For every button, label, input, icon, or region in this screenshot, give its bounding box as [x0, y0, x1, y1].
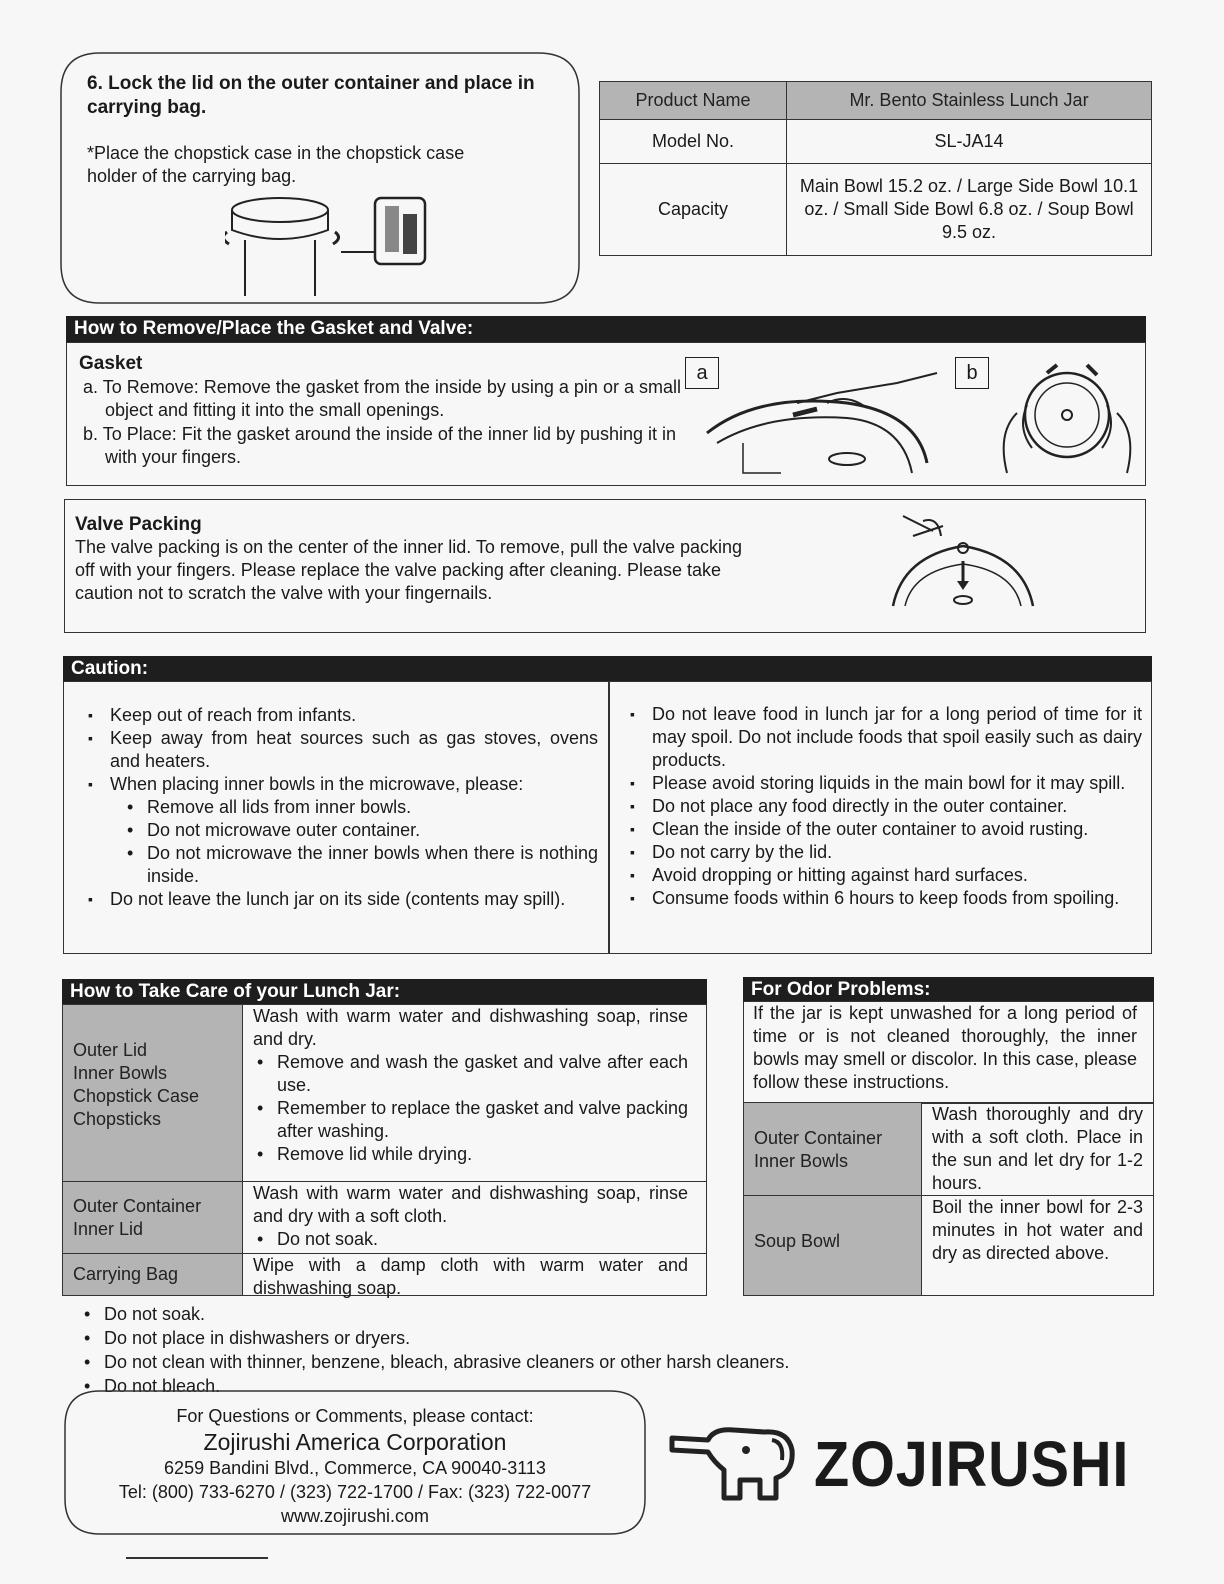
valve-text: The valve packing is on the center of the inner lid. To remove, pull the valve packing off with your fingers. Please replace the valve packing after cleaning. Please take caution not to scratch the valve with your fingernails.	[75, 537, 743, 603]
valve-illustration	[883, 506, 1043, 618]
caution-item: ▪ Do not place any food directly in the outer container.	[620, 795, 1142, 818]
gasket-label-b: b	[955, 357, 989, 389]
care-row2-text: Wash with warm water and dishwashing soap, rinse and dry with a soft cloth.	[253, 1183, 688, 1226]
caution-item: ▪ Please avoid storing liquids in the main bowl for it may spill.	[620, 772, 1142, 795]
odor-row1-label	[744, 1103, 922, 1196]
care-row1-label	[63, 1005, 243, 1182]
care-row2-content	[243, 1182, 706, 1254]
care-row3-text: Wipe with a damp cloth with warm water and dishwashing soap.	[253, 1255, 688, 1298]
odor-row2-text: Boil the inner bowl for 2-3 minutes in hot water and dry as directed above.	[932, 1197, 1143, 1263]
contact-phone: Tel: (800) 733-6270 / (323) 722-1700 / Fax: (323) 722-0077	[118, 1482, 592, 1502]
caution-item: ▪ Keep away from heat sources such as gas stoves, ovens and heaters.	[78, 727, 598, 773]
care-row1-content	[243, 1005, 706, 1182]
care-table	[62, 1004, 707, 1296]
caution-microwave-list	[78, 796, 598, 888]
gasket-place-illustration	[987, 353, 1137, 485]
gasket-place: b. To Place: Fit the gasket around the inside of the inner lid by pushing it in with your fingers.	[83, 424, 677, 467]
gasket-remove: a. To Remove: Remove the gasket from the inside by using a pin or a small object and fitting it into the small openings.	[83, 377, 681, 420]
gasket-title: Gasket	[79, 353, 143, 374]
caution-item: ▪ Do not carry by the lid.	[620, 841, 1142, 864]
contact-web[interactable]: www.zojirushi.com	[280, 1506, 430, 1526]
odor-intro: If the jar is kept unwashed for a long period of time or is not cleaned thoroughly, the inner bowls may smell or discolor. In this case, please follow these instructions.	[753, 1003, 1137, 1092]
care-item: Chopsticks	[73, 1109, 162, 1129]
contact-intro: For Questions or Comments, please contact:	[176, 1406, 534, 1426]
step6-note: *Place the chopstick case in the chopstick case holder of the carrying bag.	[87, 143, 465, 186]
elephant-icon	[668, 1418, 808, 1510]
care-item: Outer Container	[73, 1196, 202, 1216]
gasket-label-a: a	[685, 357, 719, 389]
spec-label: Capacity	[600, 164, 787, 256]
care-after-item: • Do not soak.	[80, 1302, 980, 1326]
caution-item: ▪ Do not leave the lunch jar on its side (contents may spill).	[78, 888, 598, 911]
care-bullet: • Remove lid while drying.	[253, 1143, 688, 1166]
caution-subitem: • Do not microwave the inner bowls when there is nothing inside.	[123, 842, 598, 888]
caution-header: Caution:	[63, 656, 1152, 681]
odor-box	[743, 1001, 1154, 1296]
care-bullet: • Remember to replace the gasket and valve packing after washing.	[253, 1097, 688, 1143]
care-row3-content	[243, 1254, 706, 1298]
spec-row-capacity	[600, 164, 1152, 256]
care-row1-text: Wash with warm water and dishwashing soap, rinse and dry.	[253, 1006, 688, 1049]
valve-box	[64, 499, 1146, 633]
gasket-remove-illustration	[697, 363, 947, 487]
footer-rule	[126, 1557, 268, 1559]
caution-item: ▪ Consume foods within 6 hours to keep foods from spoiling.	[620, 887, 1142, 910]
caution-left-list	[78, 704, 598, 796]
care-bullet: • Remove and wash the gasket and valve after each use.	[253, 1051, 688, 1097]
spec-value: SL-JA14	[787, 120, 1152, 164]
spec-table	[599, 81, 1152, 256]
care-row2-bullets	[253, 1228, 688, 1251]
contact-company: Zojirushi America Corporation	[203, 1429, 507, 1455]
care-item: Chopstick Case	[73, 1086, 200, 1106]
care-after-item: • Do not clean with thinner, benzene, bleach, abrasive cleaners or other harsh cleaners.	[80, 1350, 980, 1374]
caution-right-list	[620, 703, 1142, 910]
odor-item: Soup Bowl	[754, 1231, 841, 1251]
caution-item: ▪ Clean the inside of the outer container to avoid rusting.	[620, 818, 1142, 841]
spec-row-model	[600, 120, 1152, 164]
odor-item: Outer Container	[754, 1128, 883, 1148]
care-item: Carrying Bag	[73, 1264, 179, 1284]
spec-label: Product Name	[600, 82, 787, 120]
step6-title: 6. Lock the lid on the outer container and place in carrying bag.	[87, 73, 535, 118]
care-row1-bullets	[253, 1051, 688, 1166]
contact-box	[64, 1390, 646, 1535]
care-bullet: • Do not soak.	[253, 1228, 688, 1251]
care-after-list	[80, 1302, 980, 1398]
caution-left-list-last	[78, 888, 598, 911]
contact-address: 6259 Bandini Blvd., Commerce, CA 90040-3113	[164, 1458, 546, 1478]
spec-label: Model No.	[600, 120, 787, 164]
care-row2-label	[63, 1182, 243, 1254]
caution-divider	[608, 682, 610, 953]
care-item: Inner Lid	[73, 1219, 144, 1239]
caution-left-column	[78, 704, 598, 911]
valve-title: Valve Packing	[75, 514, 202, 535]
step6-box	[60, 52, 580, 304]
logo-text: ZOJIRUSHI	[814, 1428, 1130, 1500]
gasket-box	[66, 342, 1146, 486]
caution-item: ▪ Avoid dropping or hitting against hard surfaces.	[620, 864, 1142, 887]
spec-value: Main Bowl 15.2 oz. / Large Side Bowl 10.1 oz. / Small Side Bowl 6.8 oz. / Soup Bowl 9.5 oz.	[787, 164, 1152, 256]
spec-value: Mr. Bento Stainless Lunch Jar	[787, 82, 1152, 120]
care-after-item: • Do not place in dishwashers or dryers.	[80, 1326, 980, 1350]
zojirushi-logo	[668, 1418, 1148, 1510]
care-after-item: • Do not bleach.	[80, 1374, 980, 1398]
caution-item: ▪ Keep out of reach from infants.	[78, 704, 598, 727]
care-item: Inner Bowls	[73, 1063, 168, 1083]
odor-header: For Odor Problems:	[743, 977, 1154, 1001]
care-header: How to Take Care of your Lunch Jar:	[62, 979, 707, 1004]
spec-row-product	[600, 82, 1152, 120]
contact-text	[64, 1404, 646, 1528]
lid-lock-illustration	[225, 194, 435, 298]
odor-row2-label	[744, 1196, 922, 1295]
caution-box	[63, 681, 1152, 954]
care-row3-label	[63, 1254, 243, 1295]
gasket-header: How to Remove/Place the Gasket and Valve:	[66, 316, 1146, 342]
caution-subitem: • Do not microwave outer container.	[123, 819, 598, 842]
odor-item: Inner Bowls	[754, 1151, 849, 1171]
caution-right-column	[620, 703, 1142, 910]
care-item: Outer Lid	[73, 1040, 148, 1060]
caution-item: ▪ Do not leave food in lunch jar for a long period of time for it may spoil. Do not include foods that spoil easily such as dairy products.	[620, 703, 1142, 772]
caution-subitem: • Remove all lids from inner bowls.	[123, 796, 598, 819]
caution-item: ▪ When placing inner bowls in the microwave, please:	[78, 773, 598, 796]
odor-row1-text: Wash thoroughly and dry with a soft cloth. Place in the sun and let dry for 1-2 hours.	[922, 1103, 1153, 1196]
